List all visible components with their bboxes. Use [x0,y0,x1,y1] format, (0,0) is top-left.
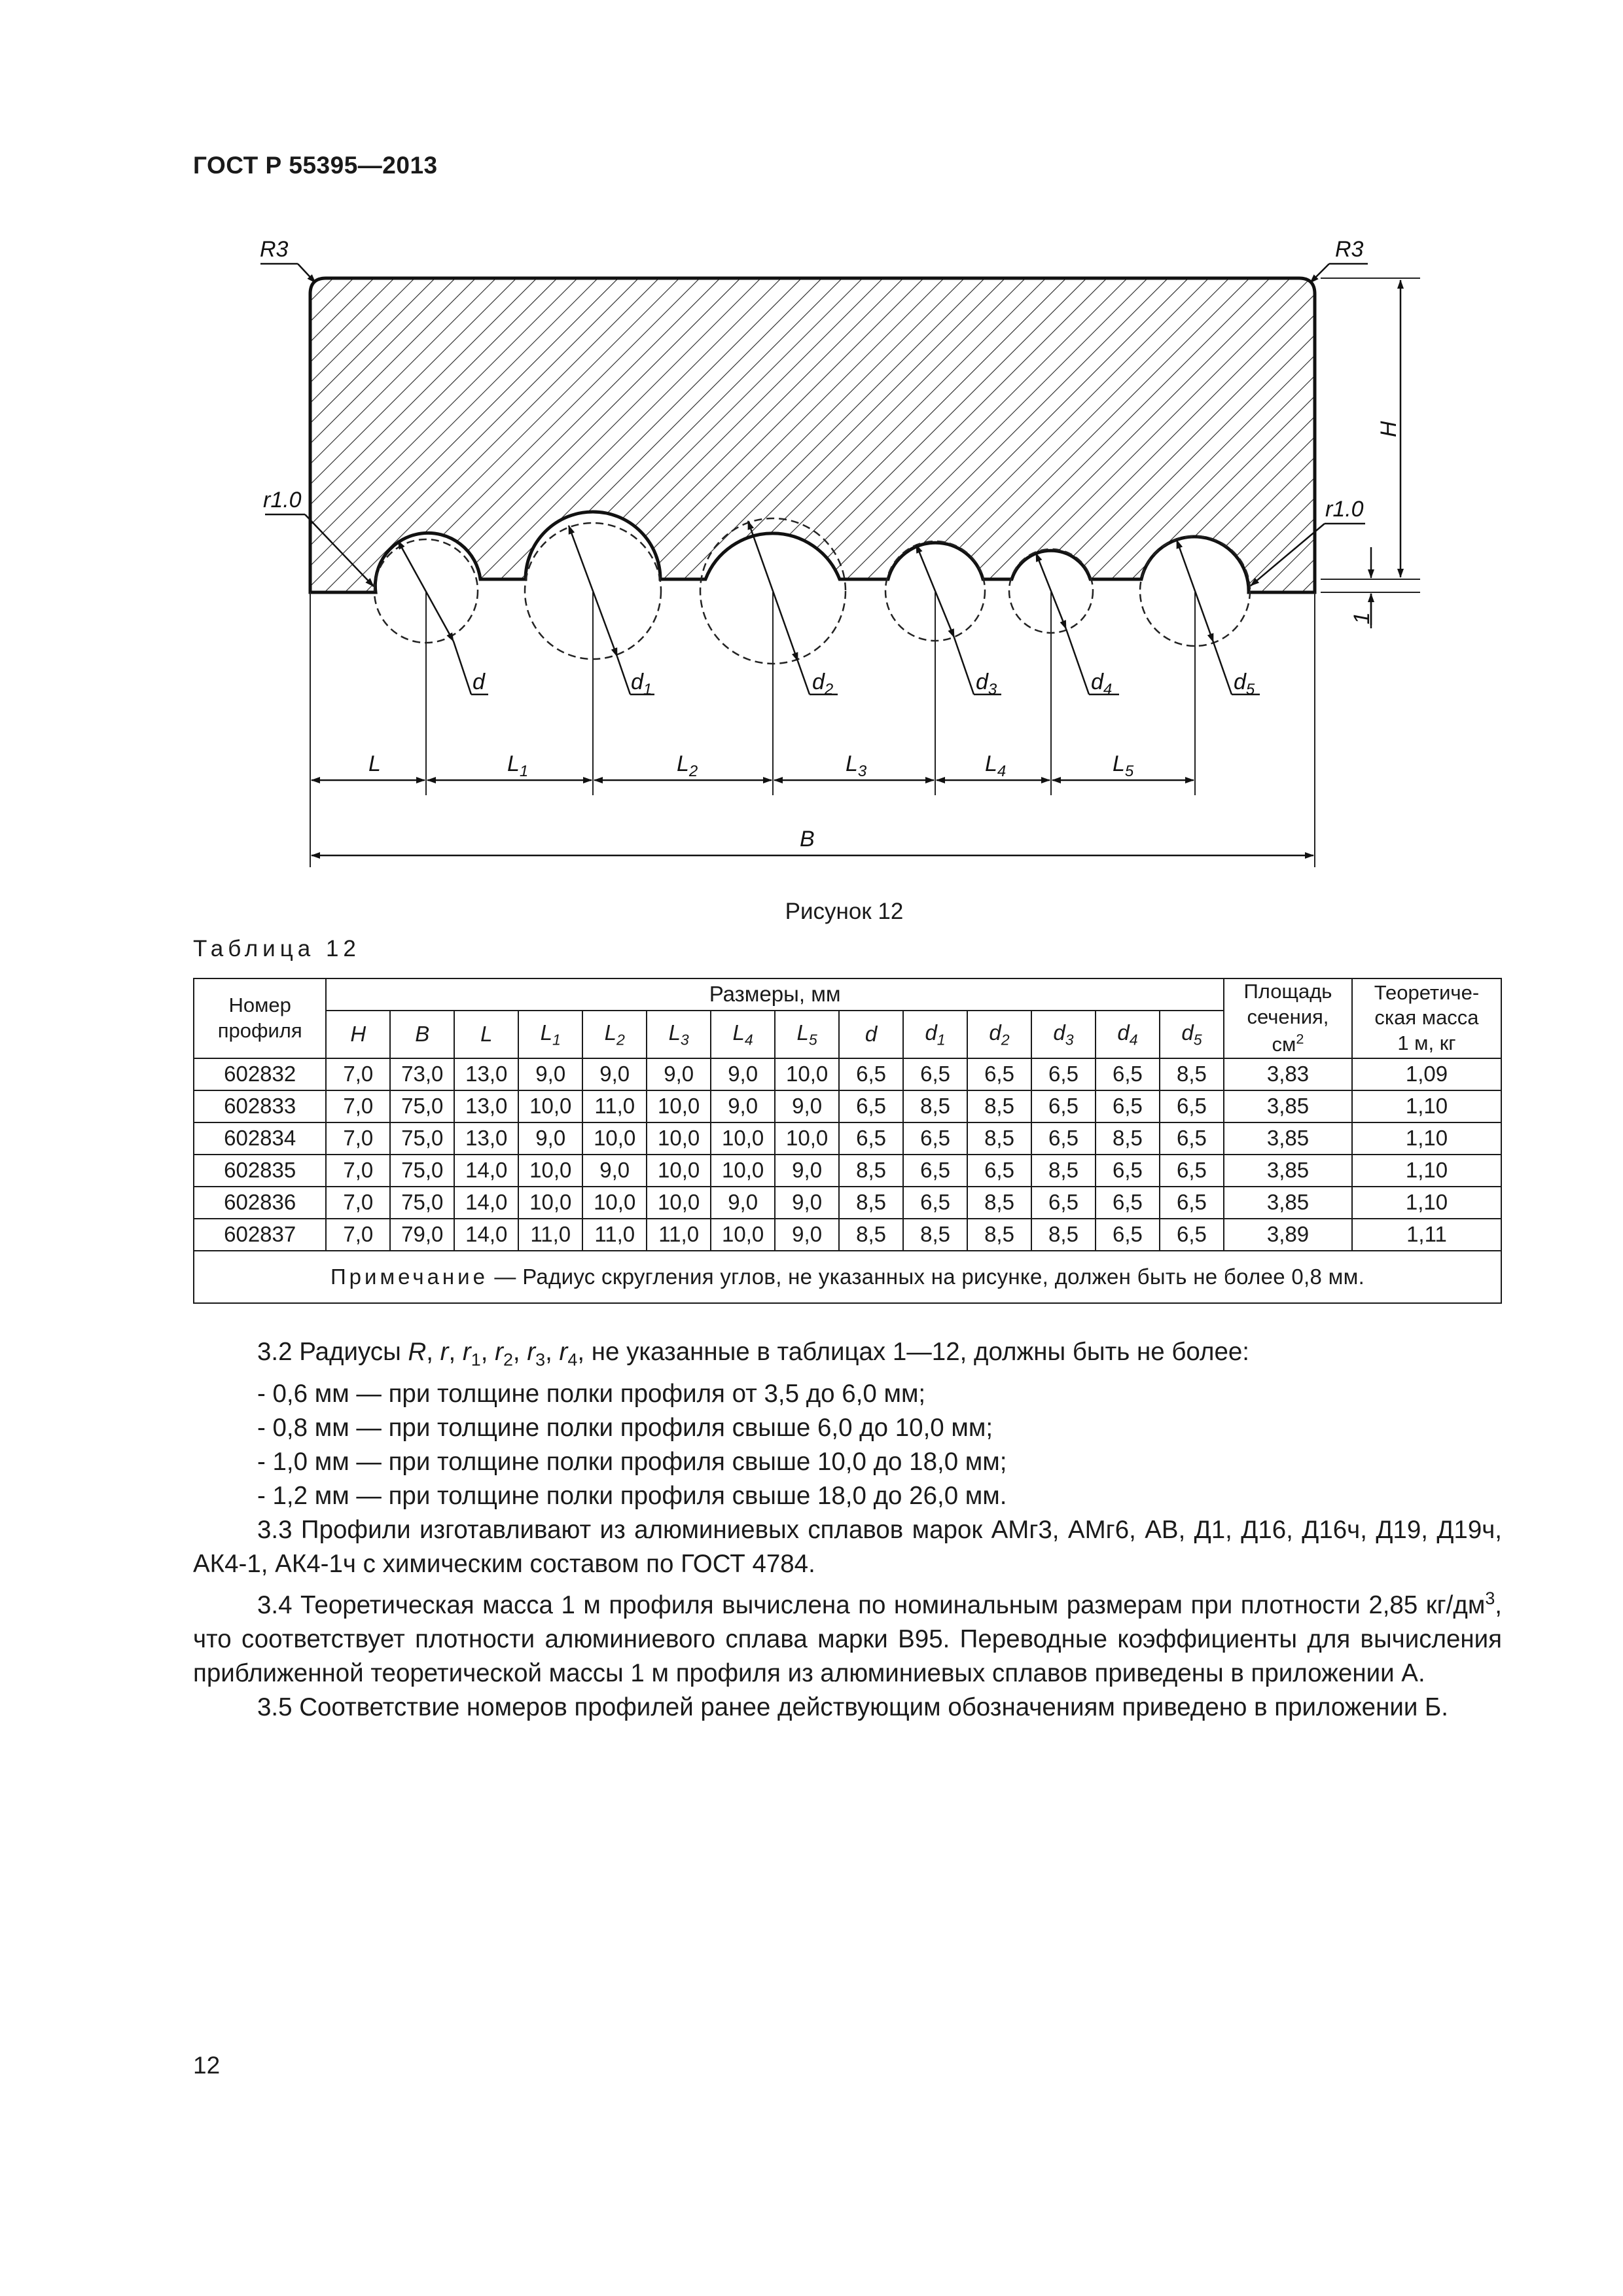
label-L2: $L_2$ [677,751,698,780]
body-text [193,1335,1502,1725]
table-cell: 9,0 [775,1155,839,1187]
label-L3: $L_3$ [846,751,867,780]
table-cell: 75,0 [390,1090,454,1122]
table-cell: 11,0 [518,1219,582,1251]
table-cell: 6,5 [903,1058,967,1090]
table-cell: 8,5 [967,1122,1031,1155]
table-cell: 9,0 [711,1058,775,1090]
table-cell: 8,5 [967,1090,1031,1122]
profile-table [193,978,1502,1304]
profile-drawing [0,216,1623,897]
paragraph-3-3: 3.3 Профили изготавливают из алюминиевых сплавов марок АМг3, АМг6, АВ, Д1, Д16, Д16ч, Д19, Д19ч, АК4-1, АК4-1ч с химическим составом по ГОСТ 4784. [193,1515,1502,1578]
label-r3-left: R3 [260,237,289,262]
table-cell: 6,5 [1096,1058,1160,1090]
col-l: L [454,1011,518,1058]
table-cell: 6,5 [839,1122,903,1155]
label-L5: $L_5$ [1113,751,1134,780]
table-cell: 11,0 [647,1219,711,1251]
table-cell: 10,0 [775,1122,839,1155]
col-header-mass: Теоретиче- ская масса 1 м, кг [1352,978,1501,1058]
table-cell: 6,5 [967,1058,1031,1090]
table-cell: 13,0 [454,1058,518,1090]
table-cell: 9,0 [518,1058,582,1090]
table-cell: 8,5 [1031,1155,1096,1187]
label-L1: $L_1$ [507,751,529,780]
table-cell: 6,5 [967,1155,1031,1187]
label-B: B [800,827,815,852]
table-cell: 8,5 [903,1090,967,1122]
table-cell: 11,0 [582,1090,647,1122]
col-header-area: Площадь сечения, $см^2$ [1224,978,1352,1058]
table-cell: 79,0 [390,1219,454,1251]
table-cell: 6,5 [1096,1090,1160,1122]
table-cell: 8,5 [839,1187,903,1219]
table-cell: 1,10 [1352,1155,1501,1187]
table-cell: 9,0 [647,1058,711,1090]
table-cell: 10,0 [518,1090,582,1122]
table-cell: 7,0 [326,1155,390,1187]
table-cell: 7,0 [326,1058,390,1090]
table-cell: 7,0 [326,1219,390,1251]
col-header-profile: Номер профиля [194,978,326,1058]
label-one: 1 [1349,612,1374,624]
table-cell: 8,5 [1096,1122,1160,1155]
table-cell: 6,5 [1031,1090,1096,1122]
table-row [194,1187,1501,1219]
table-cell: 1,09 [1352,1058,1501,1090]
table-cell: 10,0 [647,1122,711,1155]
table-row [194,1122,1501,1155]
col-header-dimensions: Размеры, мм [326,978,1224,1011]
col-h: H [326,1011,390,1058]
profile-number-cell: 602832 [194,1058,326,1090]
table-cell: 11,0 [582,1219,647,1251]
label-d2: $d_2$ [812,670,834,698]
document-header: ГОСТ Р 55395—2013 [193,152,438,179]
table-cell: 6,5 [1160,1187,1224,1219]
table-cell: 6,5 [903,1122,967,1155]
table-cell: 1,10 [1352,1090,1501,1122]
table-cell: 6,5 [903,1155,967,1187]
table-cell: 75,0 [390,1122,454,1155]
col-d: d [839,1011,903,1058]
table-cell: 10,0 [582,1122,647,1155]
table-cell: 9,0 [582,1058,647,1090]
table-cell: 9,0 [775,1219,839,1251]
label-L4: $L_4$ [985,751,1007,780]
col-l5: $L_5$ [775,1011,839,1058]
table-cell: 3,85 [1224,1155,1352,1187]
profile-number-cell: 602833 [194,1090,326,1122]
table-cell: 6,5 [1160,1219,1224,1251]
table-cell: 9,0 [775,1090,839,1122]
list-item: - 0,6 мм — при толщине полки профиля от 3,5 до 6,0 мм; [257,1379,926,1408]
col-d2: $d_2$ [967,1011,1031,1058]
table-cell: 8,5 [1160,1058,1224,1090]
table-cell: 9,0 [711,1187,775,1219]
list-item: - 1,0 мм — при толщине полки профиля свыше 10,0 до 18,0 мм; [257,1447,1007,1476]
table-row [194,1219,1501,1251]
table-cell: 6,5 [1160,1155,1224,1187]
table-cell: 1,10 [1352,1187,1501,1219]
col-d1: $d_1$ [903,1011,967,1058]
table-cell: 3,85 [1224,1122,1352,1155]
list-item: - 0,8 мм — при толщине полки профиля свыше 6,0 до 10,0 мм; [257,1413,993,1442]
profile-number-cell: 602835 [194,1155,326,1187]
table-cell: 9,0 [711,1090,775,1122]
table-row [194,1090,1501,1122]
col-d3: $d_3$ [1031,1011,1096,1058]
table-cell: 1,11 [1352,1219,1501,1251]
table-cell: 9,0 [582,1155,647,1187]
table-cell: 75,0 [390,1187,454,1219]
profile-number-cell: 602837 [194,1219,326,1251]
label-L: L [368,751,381,776]
table-cell: 6,5 [1160,1090,1224,1122]
table-row [194,1155,1501,1187]
table-cell: 6,5 [1096,1155,1160,1187]
table-cell: 10,0 [711,1219,775,1251]
table-cell: 9,0 [775,1187,839,1219]
table-cell: 7,0 [326,1122,390,1155]
col-l2: $L_2$ [582,1011,647,1058]
label-d5: $d_5$ [1234,670,1255,698]
table-cell: 14,0 [454,1187,518,1219]
table-cell: 9,0 [518,1122,582,1155]
table-cell: 10,0 [582,1187,647,1219]
table-cell: 7,0 [326,1187,390,1219]
table-cell: 6,5 [839,1090,903,1122]
table-cell: 13,0 [454,1090,518,1122]
paragraph-3-2: 3.2 Радиусы R, r, $r_1$, $r_2$, $r_3$, $r_4$, не указанные в таблицах 1—12, должны быть не более: [257,1338,1249,1370]
label-r-right: r1.0 [1325,497,1364,522]
table-cell: 10,0 [647,1090,711,1122]
table-cell: 6,5 [1031,1122,1096,1155]
table-cell: 10,0 [647,1155,711,1187]
table-cell: 8,5 [967,1187,1031,1219]
col-l4: $L_4$ [711,1011,775,1058]
col-b: B [390,1011,454,1058]
table-cell: 8,5 [967,1219,1031,1251]
table-cell: 3,85 [1224,1090,1352,1122]
label-d1: $d_1$ [631,670,652,698]
table-cell: 75,0 [390,1155,454,1187]
table-cell: 10,0 [518,1155,582,1187]
table-cell: 8,5 [903,1219,967,1251]
paragraph-3-5: 3.5 Соответствие номеров профилей ранее действующим обозначениям приведено в приложении Б. [257,1693,1449,1721]
table-cell: 3,89 [1224,1219,1352,1251]
label-r-left: r1.0 [263,488,302,512]
table-row [194,1058,1501,1090]
page-number: 12 [193,2052,221,2079]
label-r3-right: R3 [1335,237,1364,262]
table-cell: 6,5 [1031,1058,1096,1090]
paragraph-3-4: 3.4 Теоретическая масса 1 м профиля вычислена по номинальным размерам при плотности 2,85 $кг/дм^3$, что соответствует плотности алюминиевого сплава марки В95. Переводные коэффициенты для вычисления приближенной теоретической массы 1 м профиля из алюминиевых сплавов приведены в приложении А. [193,1588,1502,1687]
table-note: Примечание — Радиус скругления углов, не указанных на рисунке, должен быть не более 0,8 мм. [194,1251,1501,1303]
table-cell: 7,0 [326,1090,390,1122]
col-d4: $d_4$ [1096,1011,1160,1058]
table-cell: 10,0 [647,1187,711,1219]
col-l1: $L_1$ [518,1011,582,1058]
col-l3: $L_3$ [647,1011,711,1058]
table-title: Таблица 12 [193,936,361,961]
label-d4: $d_4$ [1091,670,1113,698]
col-d5: $d_5$ [1160,1011,1224,1058]
table-cell: 8,5 [839,1155,903,1187]
table-cell: 1,10 [1352,1122,1501,1155]
table-cell: 6,5 [1160,1122,1224,1155]
table-cell: 14,0 [454,1155,518,1187]
table-cell: 6,5 [839,1058,903,1090]
table-cell: 13,0 [454,1122,518,1155]
table-cell: 6,5 [1096,1187,1160,1219]
table-cell: 10,0 [775,1058,839,1090]
table-cell: 10,0 [518,1187,582,1219]
table-cell: 73,0 [390,1058,454,1090]
table-cell: 3,83 [1224,1058,1352,1090]
profile-number-cell: 602834 [194,1122,326,1155]
table-cell: 10,0 [711,1122,775,1155]
profile-number-cell: 602836 [194,1187,326,1219]
table-cell: 10,0 [711,1155,775,1187]
label-d: d [473,670,485,694]
table-cell: 6,5 [1031,1187,1096,1219]
table-cell: 8,5 [1031,1219,1096,1251]
label-d3: $d_3$ [976,670,997,698]
table-cell: 6,5 [1096,1219,1160,1251]
figure-caption: Рисунок 12 [785,899,904,924]
table-cell: 3,85 [1224,1187,1352,1219]
label-h: H [1376,421,1401,437]
table-cell: 8,5 [839,1219,903,1251]
list-item: - 1,2 мм — при толщине полки профиля свыше 18,0 до 26,0 мм. [257,1481,1007,1510]
table-cell: 14,0 [454,1219,518,1251]
table-cell: 6,5 [903,1187,967,1219]
